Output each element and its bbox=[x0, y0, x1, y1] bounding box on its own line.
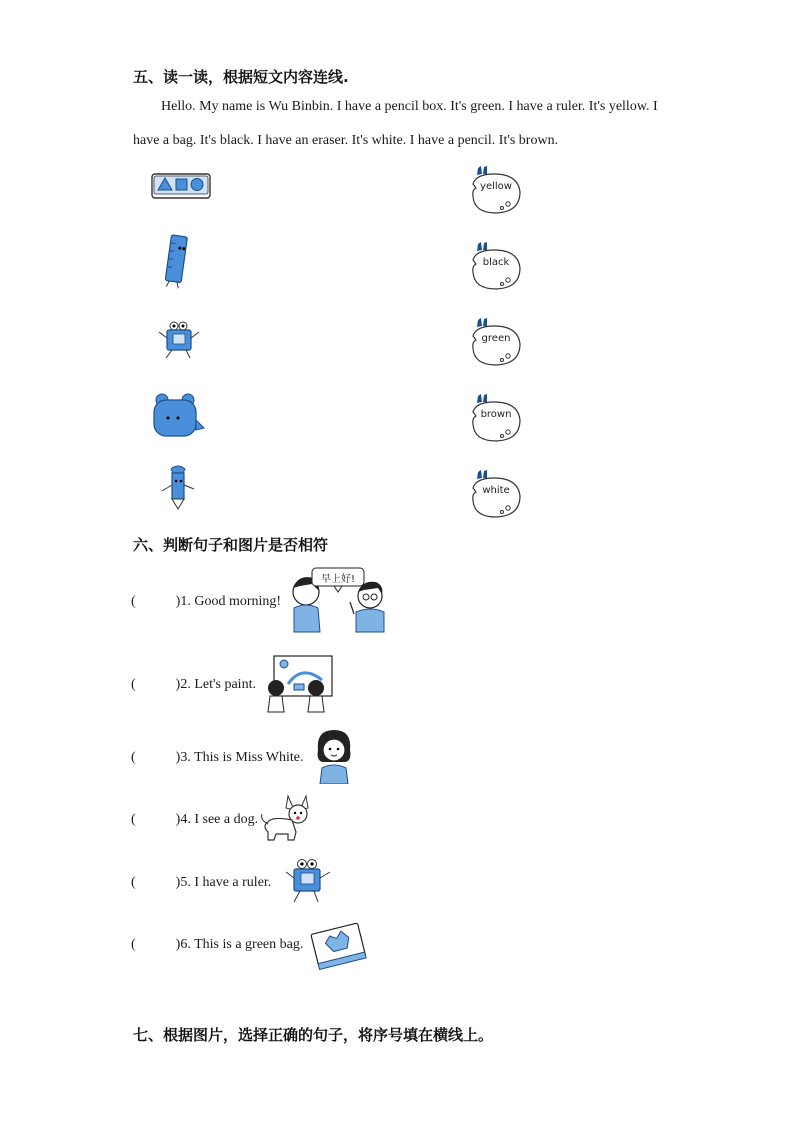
answer-blank-open[interactable]: ( bbox=[131, 875, 136, 890]
answer-blank-close: ) bbox=[175, 594, 181, 609]
answer-blank-open[interactable]: ( bbox=[131, 937, 136, 952]
palette-green bbox=[468, 318, 524, 368]
section7-heading: 七、根据图片，选择正确的句子，将序号填在横线上。 bbox=[133, 1026, 494, 1044]
sentence-text: 4. I see a dog. bbox=[180, 812, 259, 827]
judge-item-4 bbox=[131, 812, 258, 828]
answer-blank-open[interactable]: ( bbox=[131, 677, 136, 692]
section5-paragraph: Hello. My name is Wu Binbin. I have a pencil box. It's green. I have a ruler. It's yellow. I have a bag. It's black. I have an eraser. It's white. I have a pencil. It's brown. bbox=[133, 99, 658, 148]
section5-heading: 五、读一读，根据短文内容连线. bbox=[133, 68, 349, 86]
answer-blank-close: ) bbox=[175, 937, 181, 952]
palette-white bbox=[468, 470, 524, 520]
answer-blank-open[interactable]: ( bbox=[131, 594, 136, 609]
palette-label: black bbox=[482, 257, 510, 268]
sentence-text: 2. Let's paint. bbox=[180, 677, 256, 692]
ruler-icon bbox=[160, 232, 196, 290]
dog-icon bbox=[258, 792, 314, 844]
answer-blank-close: ) bbox=[175, 812, 181, 827]
answer-blank-close: ) bbox=[175, 750, 181, 765]
greeting-picture bbox=[284, 566, 394, 634]
palette-label: yellow bbox=[480, 181, 512, 192]
palette-label: green bbox=[481, 333, 511, 344]
eraser-picture bbox=[284, 856, 332, 908]
eraser-icon bbox=[156, 318, 202, 362]
sentence-text: 5. I have a ruler. bbox=[180, 875, 272, 890]
answer-blank-open[interactable]: ( bbox=[131, 812, 136, 827]
palette-yellow bbox=[468, 166, 524, 216]
judge-item-1 bbox=[131, 594, 281, 610]
judge-item-2 bbox=[131, 677, 256, 693]
answer-blank-open[interactable]: ( bbox=[131, 750, 136, 765]
answer-blank-close: ) bbox=[175, 875, 181, 890]
palette-label: brown bbox=[480, 409, 512, 420]
pencil-box-icon bbox=[150, 168, 212, 204]
palette-brown bbox=[468, 394, 524, 444]
judge-item-3 bbox=[131, 750, 304, 766]
sentence-text: 3. This is Miss White. bbox=[180, 750, 304, 765]
sentence-text: 1. Good morning! bbox=[180, 594, 282, 609]
bag-icon bbox=[148, 390, 206, 440]
book-picture bbox=[306, 918, 372, 970]
judge-item-6 bbox=[131, 937, 303, 953]
section6-heading: 六、判断句子和图片是否相符 bbox=[133, 536, 329, 554]
painting-picture bbox=[262, 654, 336, 716]
pencil-icon bbox=[158, 463, 198, 511]
judge-item-5 bbox=[131, 875, 271, 891]
sentence-text: 6. This is a green bag. bbox=[180, 937, 304, 952]
answer-blank-close: ) bbox=[175, 677, 181, 692]
teacher-picture bbox=[312, 728, 356, 784]
palette-black bbox=[468, 242, 524, 292]
palette-label: white bbox=[482, 485, 510, 496]
speech-bubble: 早上好! bbox=[320, 574, 355, 585]
